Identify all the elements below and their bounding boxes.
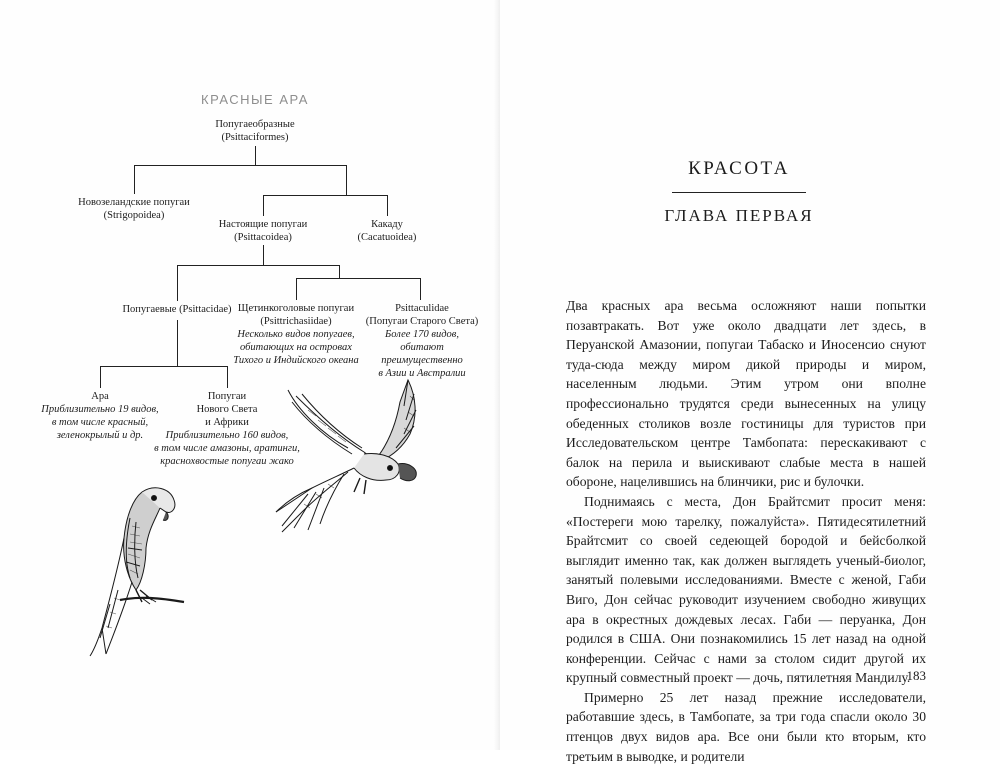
node-note: Приблизительно 160 видов,: [165, 430, 289, 441]
node-latin: (Psittacoidea): [234, 232, 292, 243]
node-psittacoidea: [198, 218, 328, 244]
tree-line: [263, 245, 264, 265]
node-name: и Африки: [205, 417, 249, 428]
tree-line: [420, 278, 421, 300]
node-name: Нового Света: [196, 404, 258, 415]
flying-parrot-illustration: [268, 376, 443, 536]
node-name: Какаду: [371, 219, 403, 230]
node-note: в том числе амазоны, аратинги,: [154, 443, 300, 454]
tree-line: [134, 165, 135, 194]
node-name: Ара: [91, 391, 109, 402]
node-name: Щетинкоголовые попугаи: [237, 303, 355, 314]
paragraph: Поднимаясь с места, Дон Брайтсмит просит меня: «Постереги мою тарелку, пожалуйста». Пятидесятилетний Брайтсмит со своей седеющей бородой и бейсболкой выглядит именно так, как должен выглядеть ученый-биолог, занятый полевыми исследованиями. Вместе с женой, Габи Виго, Дон сейчас руководит изучением свободно живущих ара в окрестных дождевых лесах. Габи — перуанка, Дон родился в США. Они познакомились 15 лет назад на одной конференции. Сейчас с нами за столом сидит другой их крупный совместный проект — дочь, пятилетняя Мандилу.: [566, 493, 926, 686]
node-name: Новозеландские попугаи: [78, 197, 190, 208]
node-psittaciformes: [190, 118, 320, 144]
tree-line: [100, 366, 227, 367]
node-note: обитают преимущественно: [381, 342, 463, 366]
node-psittrichasiidae: [226, 302, 366, 367]
node-name: Попугаеобразные: [215, 119, 295, 130]
node-latin: (Strigopoidea): [103, 210, 165, 221]
node-note: в Азии и Австралии: [378, 368, 466, 379]
body-text: [566, 296, 926, 766]
tree-line: [263, 195, 387, 196]
tree-line: [339, 265, 340, 278]
node-name: Попугаи: [207, 391, 247, 402]
tree-line: [227, 366, 228, 388]
node-note: в том числе красный,: [51, 417, 149, 428]
node-note: зеленокрылый и др.: [56, 430, 144, 441]
node-note: Тихого и Индийского океана: [233, 355, 359, 366]
node-latin: (Cacatuoidea): [357, 232, 417, 243]
node-latin: (Psittaciformes): [221, 132, 289, 143]
node-note: Приблизительно 19 видов,: [41, 404, 159, 415]
tree-line: [296, 278, 297, 300]
paragraph: Примерно 25 лет назад прежние исследователи, работавшие здесь, в Тамбопате, за три года спасли около 30 птенцов двух видов ара. Все они были кто вторым, кто третьим в выводке, и родители: [566, 689, 926, 764]
perched-parrot-illustration: [80, 478, 190, 658]
tree-line: [177, 320, 178, 366]
section-title: КРАСОТА: [688, 158, 790, 179]
node-note: краснохвостые попугаи жако: [160, 456, 294, 467]
node-strigopoidea: [54, 196, 214, 222]
tree-line: [263, 195, 264, 216]
node-note: Несколько видов попугаев,: [237, 329, 355, 340]
tree-line: [387, 195, 388, 216]
tree-title: КРАСНЫЕ АРА: [201, 92, 309, 107]
node-note: Более 170 видов,: [385, 329, 459, 340]
tree-line: [134, 165, 346, 166]
tree-line: [346, 165, 347, 195]
node-name: Попугаевые (Psittacidae): [122, 304, 232, 315]
node-name: Psittaculidae: [395, 303, 449, 314]
node-latin: (Попугаи Старого Света): [365, 316, 479, 327]
left-page: [0, 0, 500, 750]
tree-line: [177, 265, 339, 266]
node-latin: (Psittrichasiidae): [260, 316, 332, 327]
node-name: Настоящие попугаи: [218, 219, 308, 230]
paragraph: Два красных ара весьма осложняют наши попытки позавтракать. Вот уже около двадцати лет здесь, в Перуанской Амазонии, попугаи Табаско и Иносенсио снуют туда-сюда между миром дикой природы и миром, населенным людьми. Этим утром они вполне профессионально трудятся среди вынесенных на улицу обеденных столиков возле гостиницы для туристов при Исследовательском центре Тамбопата: перескакивают с балок на перила и выискивают слабые места в нашей обороне, нацелившись на блинчики, рис и булочки.: [566, 298, 926, 490]
tree-line: [177, 265, 178, 301]
chapter-title: ГЛАВА ПЕРВАЯ: [664, 206, 814, 225]
node-note: обитающих на островах: [240, 342, 352, 353]
tree-line: [296, 278, 420, 279]
tree-line: [255, 146, 256, 165]
node-psittaculidae: [360, 302, 484, 380]
title-divider: [672, 192, 806, 193]
node-cacatuoidea: [342, 218, 432, 244]
node-ara: [34, 390, 166, 442]
tree-line: [100, 366, 101, 388]
page-number: 183: [906, 668, 926, 683]
